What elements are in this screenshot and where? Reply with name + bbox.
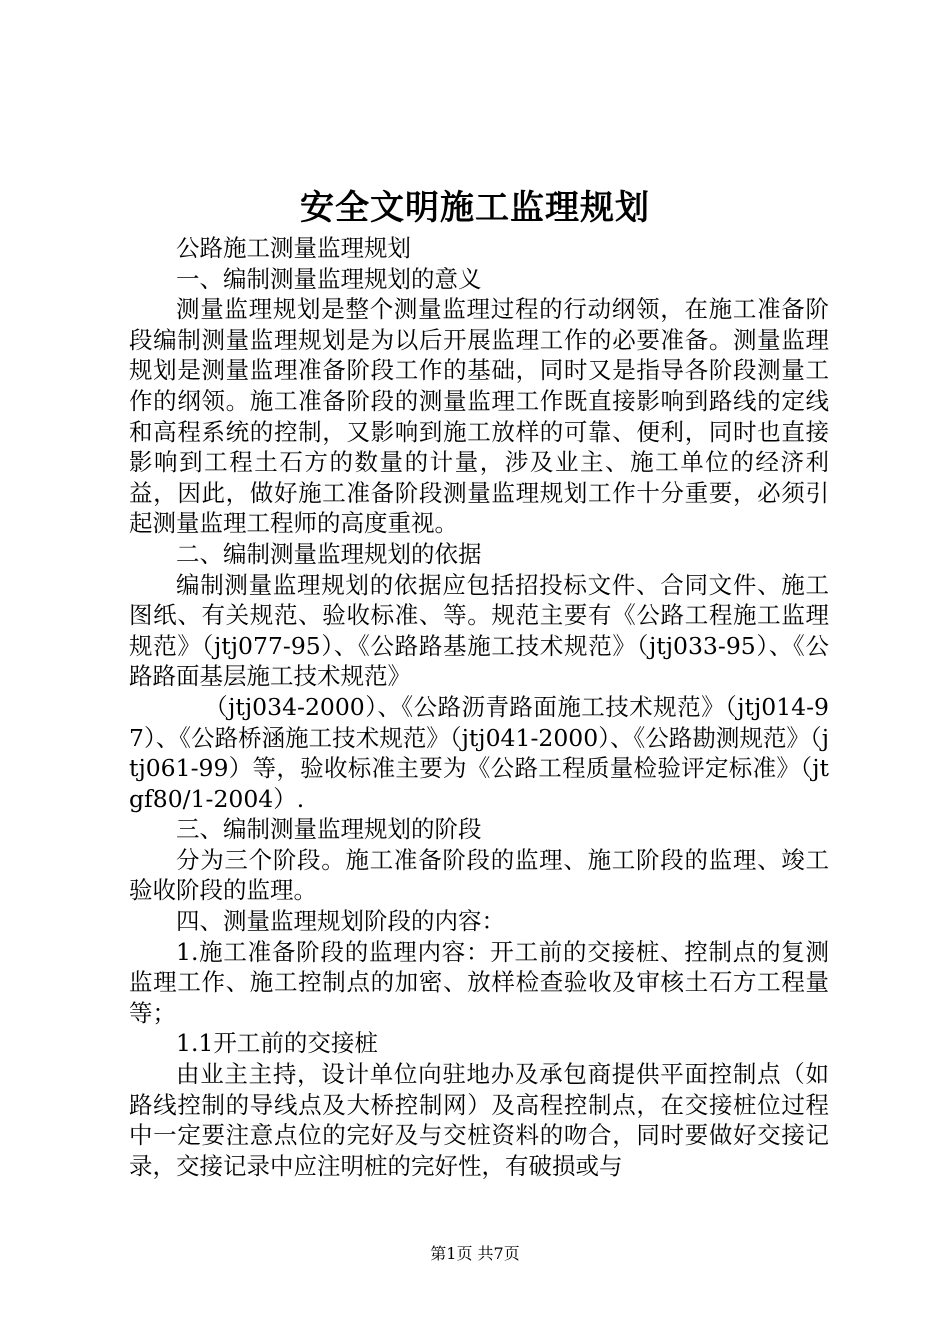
subsection-heading: 1.1开工前的交接桩	[176, 1029, 378, 1058]
body-paragraph: 编制测量监理规划的依据应包括招投标文件、合同文件、施工图纸、有关规范、验收标准、等。规范主要有《公路工程施工监理规范》（jtj077-95）、《公路路基施工技术规范》（jtj033-95）、《公路路面基层施工技术规范》	[129, 570, 829, 691]
section-heading-2: 二、编制测量监理规划的依据	[176, 539, 482, 568]
section-heading-4: 四、测量监理规划阶段的内容：	[176, 907, 505, 936]
body-paragraph: 分为三个阶段。施工准备阶段的监理、施工阶段的监理、竣工验收阶段的监理。	[129, 845, 829, 905]
document-body	[129, 233, 829, 1181]
body-paragraph: 测量监理规划是整个测量监理过程的行动纲领，在施工准备阶段编制测量监理规划是为以后开展监理工作的必要准备。测量监理规划是测量监理准备阶段工作的基础，同时又是指导各阶段测量工作的纲领。施工准备阶段的测量监理工作既直接影响到路线的定线和高程系统的控制，又影响到施工放样的可靠、便利，同时也直接影响到工程土石方的数量的计量，涉及业主、施工单位的经济利益，因此，做好施工准备阶段测量监理规划工作十分重要，必须引起测量监理工程师的高度重视。	[129, 295, 829, 538]
section-heading-1: 一、编制测量监理规划的意义	[176, 264, 482, 293]
body-paragraph: 由业主主持，设计单位向驻地办及承包商提供平面控制点（如路线控制的导线点及大桥控制网）及高程控制点，在交接桩位过程中一定要注意点位的完好及与交桩资料的吻合，同时要做好交接记录，交接记录中应注明桩的完好性，有破损或与	[129, 1060, 829, 1180]
page-footer: 第1页 共7页	[430, 1244, 520, 1263]
document-title: 安全文明施工监理规划	[300, 188, 650, 228]
body-paragraph: 1.施工准备阶段的监理内容：开工前的交接桩、控制点的复测监理工作、施工控制点的加密、放样检查验收及审核土石方工程量等；	[129, 937, 829, 1027]
body-paragraph: （jtj034-2000）、《公路沥青路面施工技术规范》（jtj014-97）、《公路桥涵施工技术规范》（jtj041-2000）、《公路勘测规范》（jtj061-99）等，验收标准主要为《公路工程质量检验评定标准》（jtgf80/1-2004）.	[129, 692, 829, 813]
subtitle-paragraph: 公路施工测量监理规划	[176, 234, 411, 262]
section-heading-3: 三、编制测量监理规划的阶段	[176, 815, 482, 844]
